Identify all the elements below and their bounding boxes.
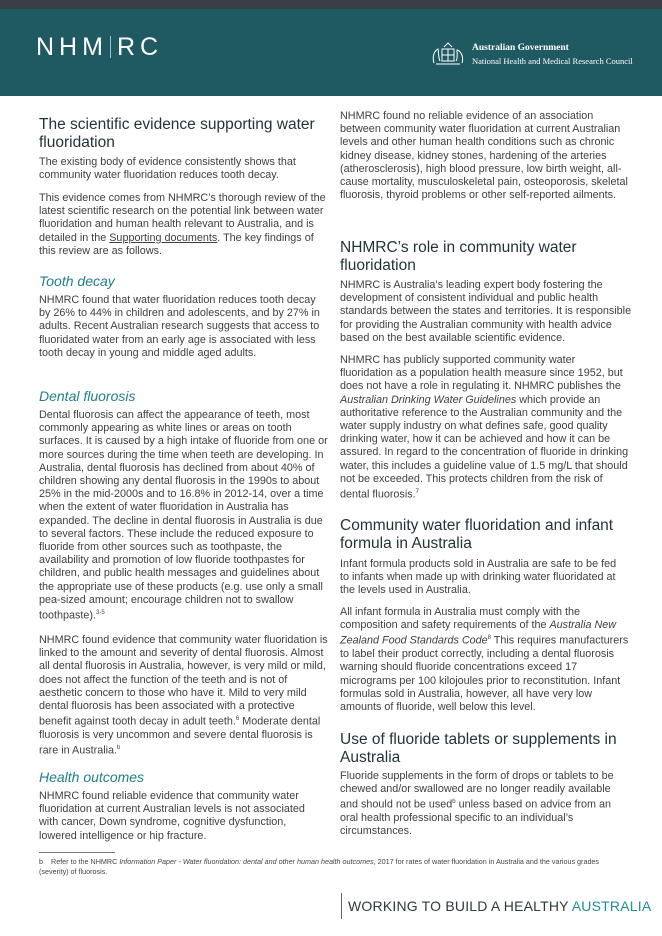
footer-slogan: WORKING TO BUILD A HEALTHY AUSTRALIA: [348, 898, 652, 914]
fluoride-tablets-text: Fluoride supplements in the form of drops or tablets to be chewed and/or swallowed are no longer readily available and should not be used$^b$ unless based on advice from an oral health professional specific to an individual’s circumstances.: [340, 770, 614, 838]
main-title: The scientific evidence supporting water fluoridation: [39, 116, 315, 151]
nhmrc-role-text-2: NHMRC has publicly supported community water fluoridation as a population health measure since 1952, but does not have a role in regulating it. NHMRC publishes the Australian Drinking Water Guidelines which provide an authoritative reference to the Australian community and the water supply industry on what defines safe, good quality drinking water, how it can be achieved and how it can be assured. In regard to the concentration of fluoride in drinking water, this includes a guideline value of 1.5 mg/L that should not be exceeded. This protects children from the risk of dental fluorosis.$^7$: [340, 354, 629, 501]
nhmrc-logo: NHM RC: [36, 33, 164, 61]
footer-divider: [341, 893, 342, 919]
infant-formula-text-1: Infant formula products sold in Australia are safe to be fed to infants when made up with drinking water fluoridated at the levels used in Australia.: [340, 558, 617, 597]
heading-dental-fluorosis: Dental fluorosis: [39, 388, 136, 404]
gov-line-2: National Health and Medical Research Council: [472, 56, 633, 66]
heading-health-outcomes: Health outcomes: [39, 769, 145, 785]
heading-nhmrc-role: NHMRC’s role in community water fluoridation: [340, 239, 577, 274]
infant-formula-text-2: All infant formula in Australia must comply with the composition and safety requirements of the Australia New Zealand Food Standards Code$^8$ This requires manufacturers to label their product correctly, including a dental fluorosis warning should fluoride concentrations exceed 17 micrograms per 100 kilojoules prior to reconstitution. Infant formulas sold in Australia, however, all have very low amounts of fluoride, well below this level.: [340, 606, 629, 714]
dental-fluorosis-text-2: NHMRC found evidence that community water fluoridation is linked to the amount and severity of dental fluorosis. Almost all dental fluorosis in Australia, however, is very mild or mild, does not affect the function of the teeth and is not of aesthetic concern to those who have it. Mild to very mild dental fluorosis has been associated with a protective benefit against tooth decay in adult teeth.$^6$ Moderate dental fluorosis is very uncommon and severe dental fluorosis is rare in Australia.$^b$: [39, 634, 328, 757]
heading-tooth-decay: Tooth decay: [39, 273, 115, 289]
gov-line-1: Australian Government: [472, 43, 569, 53]
supporting-documents-link[interactable]: Supporting documents: [109, 231, 218, 244]
health-outcomes-text: NHMRC found reliable evidence that community water fluoridation at current Australian levels is not associated with cancer, Down syndrome, cognitive dysfunction, lowered intelligence or hip fracture.: [39, 790, 305, 842]
footnote-divider: [39, 852, 115, 853]
heading-fluoride-tablets: Use of fluoride tablets or supplements in Australia: [340, 731, 617, 766]
dental-fluorosis-text-1: Dental fluorosis can affect the appearance of teeth, most commonly appearing as white lines or areas on tooth surfaces. It is caused by a high intake of fluoride from one or more sources during the time when teeth are developing. In Australia, dental fluorosis has declined from about 40% of children showing any dental fluorosis in the 1990s to about 25% in the mid-2000s and to 16.8% in 2012-14, over a time when the extent of water fluoridation in Australia has expanded. The decline in dental fluorosis in Australia is due to several factors. These include the reduced exposure to fluoride from other sources such as toothpaste, the availability and promotion of low fluoride toothpastes for children, and public health messages and guidelines about the appropriate use of these products (e.g. use only a small pea-sized amount; encourage children not to swallow toothpaste).$^{3-5}$: [39, 409, 328, 622]
health-outcomes-continued: NHMRC found no reliable evidence of an association between community water fluoridation at current Australian levels and other human health conditions such as chronic kidney disease, kidney stones, hardening of the arteries (atherosclerosis), high blood pressure, low birth weight, all-cause mortality, musculoskeletal pain, osteoporosis, skeletal fluorosis, thyroid problems or other self-reported ailments.: [340, 110, 628, 202]
heading-infant-formula: Community water fluoridation and infant formula in Australia: [340, 517, 614, 552]
footnote: b Refer to the NHMRC Information Paper - Water fluoridation: dental and other human health outcomes, 2017 for rates of water fluoridation in Australia and the various grades (severity) of fluorosis.: [39, 857, 600, 876]
header-banner: [0, 9, 662, 96]
top-bar: [0, 0, 662, 9]
intro-paragraph-1: The existing body of evidence consistently shows that community water fluoridation reduces tooth decay.: [39, 156, 296, 182]
nhmrc-role-text-1: NHMRC is Australia’s leading expert body fostering the development of consistent individual and public health standards between the states and territories. It is responsible for providing the Australian community with health advice based on the best available scientific evidence.: [340, 279, 632, 344]
tooth-decay-text: NHMRC found that water fluoridation reduces tooth decay by 26% to 44% in children and adolescents, and by 27% in adults. Recent Australian research suggests that access to fluoridated water from an early age is associated with less tooth decay in young and middle aged adults.: [39, 294, 320, 359]
intro-paragraph-2: This evidence comes from NHMRC’s thorough review of the latest scientific research on the potential link between water fluoridation and human health relevant to Australia, and is detailed in the Supporting documents. The key findings of this review are as follows.: [39, 192, 326, 257]
coat-of-arms-icon: [428, 41, 468, 67]
